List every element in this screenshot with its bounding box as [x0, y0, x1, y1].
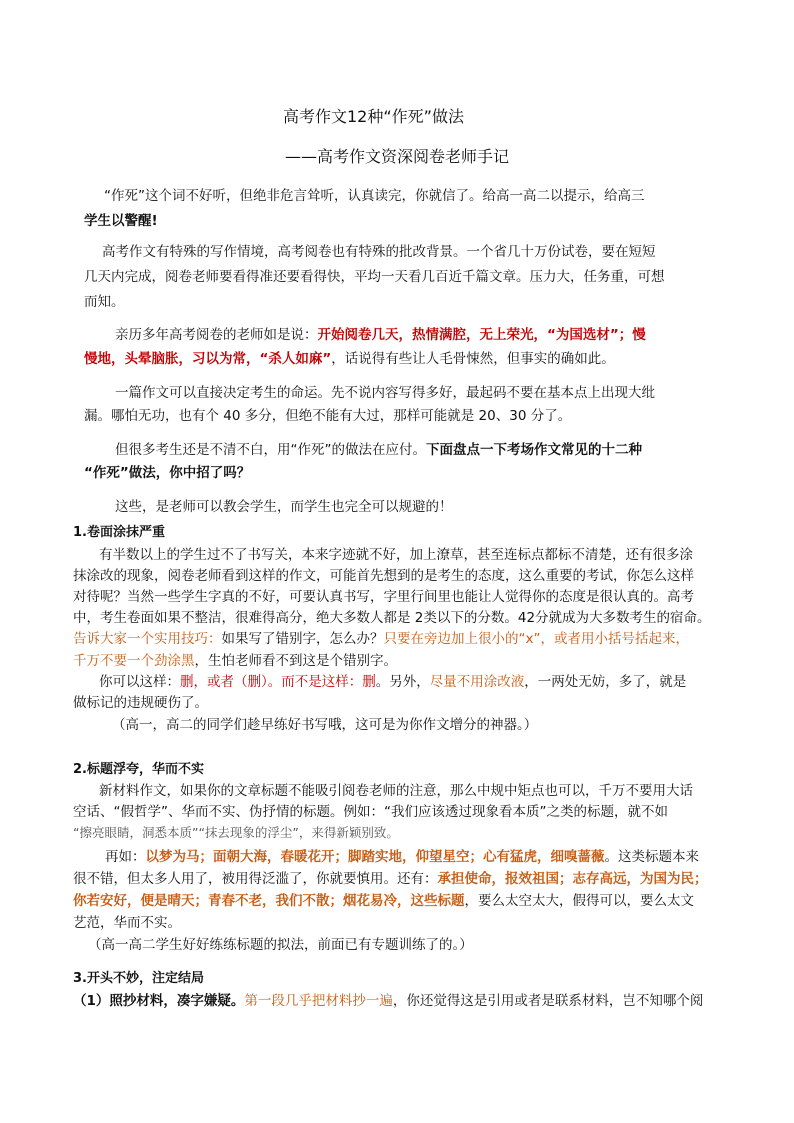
para2-line-1 — [115, 325, 646, 345]
para4-line-1 — [115, 440, 642, 460]
ex-a: 你可以这样： — [99, 674, 180, 690]
section-1-heading: 1.卷面涂抹严重 — [73, 525, 165, 540]
s2-r2-b: 承担使命，报效祖国；志存高远，为国为民； — [437, 871, 708, 887]
s2-r-b: 以梦为马；面朝大海，春暖花开；脚踏实地，仰望星空；心有猛虎，细嗅蔷薇 — [145, 849, 605, 865]
s1-line-1: 有半数以上的学生过不了书写关，本来字迹就不好，加上潦草，甚至连标点都标不清楚，还有很多涂 — [99, 547, 693, 563]
s2-r2-a: 很不错，但太多人用了，被用得泛滥了，你就要慎用。还有： — [73, 871, 438, 887]
s2-r3-a: 你若安好，便是晴天；青春不老，我们不散；烟花易冷，这些标题 — [73, 893, 465, 909]
s1-line-3: 对待呢？当然一些学生字真的不好，可要认真书写，字里行间里也能让人觉得你的态度是很认真的。高考 — [73, 589, 694, 605]
para1-line-3: 而知。 — [84, 294, 125, 310]
s1-note: （高一，高二的同学们趁早练好书写哦，这可是为你作文增分的神器。） — [112, 717, 538, 733]
s1-line-4: 中，考生卷面如果不整洁，很难得高分，绝大多数人都是 2类以下的分数。42分就成为大多数考生的宿命。 — [73, 610, 711, 626]
s3-item-c: ，你还觉得这是引用或者是联系材料，岂不知哪个阅 — [392, 993, 704, 1009]
doc-title: 高考作文12种“作死”做法 — [283, 107, 464, 126]
para2-c: 慢地，头晕脑胀，习以为常，“杀人如麻” — [84, 351, 332, 367]
para2-b: 开始阅卷几天，热情满腔，无上荣光，“为国选材”；慢 — [317, 327, 646, 343]
s1-example-line-2: 做标记的违规硬伤了。 — [73, 695, 208, 711]
para1-line-1: 高考作文有特殊的写作情境，高考阅卷也有特殊的批改背景。一个省几十万份试卷，要在短短 — [102, 244, 656, 260]
s2-gray-line: “擦亮眼睛，洞悉本质”“抹去现象的浮尘”，来得新颖别致。 — [73, 825, 399, 840]
ex-d: 。另外， — [375, 674, 430, 690]
s2-line-2: 空话、“假哲学”、华而不实、伪抒情的标题。例如：“我们应该透过现象看本质”之类的标题，就不如 — [73, 804, 668, 820]
s1-tip-line-1 — [73, 629, 689, 649]
para3-line-1: 一篇作文可以直接决定考生的命运。先不说内容写得多好，最起码不要在基本点上出现大纰 — [115, 385, 655, 401]
s3-item-a: （1）照抄材料，凑字嫌疑。 — [73, 993, 245, 1009]
para4-b: 下面盘点一下考场作文常见的十二种 — [426, 442, 642, 458]
para2-line-2 — [84, 349, 615, 369]
para2-a: 亲历多年高考阅卷的老师如是说： — [115, 327, 318, 343]
doc-subtitle: ——高考作文资深阅卷老师手记 — [285, 147, 510, 166]
tip-c: 只要在旁边加上很小的“ⅹ”，或者用小括号括起来， — [383, 631, 689, 647]
tip-a: 告诉大家一个实用技巧： — [73, 631, 222, 647]
para5: 这些，是老师可以教会学生，而学生也完全可以规避的！ — [115, 499, 453, 515]
tip-d: 千万不要一个劲涂黑 — [73, 653, 195, 669]
ex-c: 。而不是这样：删 — [267, 674, 376, 690]
s2-r-a: 再如： — [105, 849, 146, 865]
s2-r-c: 。这类标题本来 — [604, 849, 699, 865]
ex-e: 尽量不用涂改液 — [429, 674, 525, 690]
ex-b: 删，或者（删） — [180, 674, 268, 690]
intro-line-1: “作死”这个词不好听，但绝非危言耸听，认真读完，你就信了。给高一高二以提示，给高三 — [104, 188, 645, 204]
tip-b: 如果写了错别字，怎么办？ — [221, 631, 384, 647]
s1-line-2: 抹涂改的现象，阅卷老师看到这样的作文，可能首先想到的是考生的态度，这么重要的考试，你怎么这样 — [73, 568, 694, 584]
s2-line-last: 艺范，华而不实。 — [73, 915, 181, 931]
intro-line-2: 学生以警醒! — [84, 213, 158, 229]
s2-red-line-2 — [73, 869, 708, 889]
section-3-heading: 3.开头不妙，注定结局 — [73, 971, 204, 986]
para3-line-2: 漏。哪怕无功，也有个 40 多分，但绝不能有大过，那样可能就是 20、30 分了。 — [84, 408, 572, 424]
s2-line-1: 新材料作文，如果你的文章标题不能吸引阅卷老师的注意，那么中规中矩点也可以，千万不要用大话 — [99, 783, 693, 799]
s3-item-b: 第一段几乎把材料抄一遍 — [244, 993, 393, 1009]
s2-r3-b: ，要么太空太大，假得可以，要么太文 — [464, 893, 694, 909]
para1-line-2: 几天内完成，阅卷老师要看得准还要看得快，平均一天看几百近千篇文章。压力大，任务重，可想 — [84, 269, 665, 285]
s1-example-line — [99, 672, 686, 692]
para4-a: 但很多考生还是不清不白，用“作死”的做法在应付。 — [115, 442, 426, 458]
s2-red-line-3 — [73, 891, 694, 911]
section-2-heading: 2.标题浮夸，华而不实 — [73, 762, 204, 777]
s2-note: （高一高二学生好好练练标题的拟法，前面已有专题训练了的。） — [88, 937, 473, 953]
tip-e: ，生怕老师看不到这是个错别字。 — [194, 653, 397, 669]
s2-red-line-1 — [105, 847, 699, 867]
s1-tip-line-2 — [73, 651, 397, 671]
ex-f: ，一两处无妨，多了，就是 — [524, 674, 687, 690]
para2-d: ，话说得有些让人毛骨悚然，但事实的确如此。 — [331, 351, 615, 367]
para4-line-2: “作死”做法，你中招了吗？ — [84, 465, 251, 481]
s3-item-1 — [73, 991, 703, 1011]
